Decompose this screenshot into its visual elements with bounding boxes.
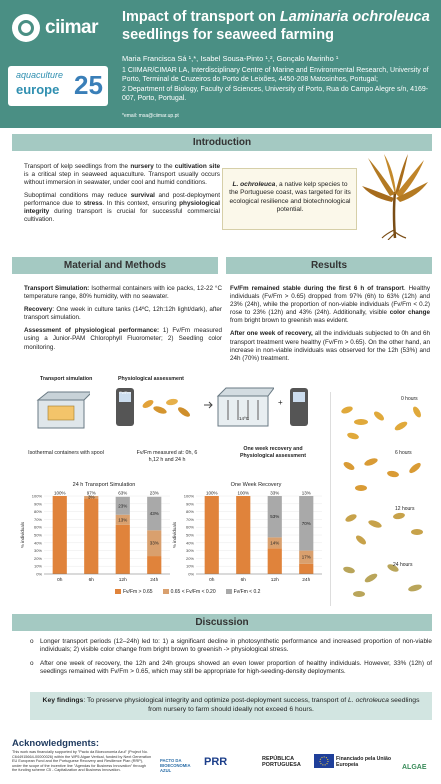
- y-axis-label: % individuals: [20, 521, 25, 549]
- y-tick-label: 100%: [31, 493, 42, 499]
- y-tick-label: 30%: [185, 548, 194, 554]
- chart-one-week-recovery: [170, 488, 330, 588]
- bar-value-label: 17%: [301, 554, 311, 560]
- y-tick-label: 70%: [33, 516, 42, 522]
- sponsor-republica: REPÚBLICA PORTUGUESA: [262, 756, 301, 768]
- results-paragraph-1: Fv/Fm remained stable during the first 6 h of transport. Healthy individuals (Fv/Fm > 0.65) dropped from 97% (6h) to 63% (12h) and 23% (24h), while the proportion of non-viable individuals (Fv/Fm < 0.2) rose to 23% (12h) and 43% (24h). Additionally, visible color change from bright brown to greenish was evident.: [230, 285, 430, 325]
- x-tick-label: 24h: [150, 578, 159, 583]
- contact-email: *email: msa@ciimar.up.pt: [122, 113, 179, 119]
- methods-recovery: Recovery: One week in culture tanks (14ºC, 12h:12h light/dark), after transport simulation.: [24, 306, 222, 322]
- seedlings-icon: [138, 392, 198, 422]
- bar-value-label: 14%: [270, 540, 280, 546]
- bar-value-label: 100%: [205, 490, 218, 496]
- chart2-title: One Week Recovery: [230, 482, 282, 488]
- bar-value-label: 43%: [149, 511, 159, 517]
- results-paragraph-2: After one week of recovery, all the individuals subjected to 0h and 6h transport treatment were healthy (Fv/Fm > 0.65). On the other hand, an increase in non-viable individuals was observed for the 12h (53%) and 24h (70%) treatment.: [230, 330, 430, 362]
- section-discussion: Discussion: [12, 614, 432, 631]
- acknowledgments-text: This work was financially supported by "Pacto da Bioeconomia Azul" (Project No. C644915664-00000026) within the WP5 Algae Vertical, funded by Next Generation EU European Fund and the Portuguese Recovery and Resilience Plan (RRP), under the scope of the incentive line "Agendas for Business Innovation" through the funding scheme C5 - Capitalization and Business Innovation.: [12, 750, 152, 773]
- bar-segment: [84, 498, 98, 574]
- y-tick-label: 10%: [185, 563, 194, 569]
- photo-label-6h: 6 hours: [395, 450, 412, 456]
- bar-value-label: 33%: [149, 540, 159, 546]
- seedling-photos-panel: [330, 392, 436, 606]
- key-findings-box: Key findings: To preserve physiological integrity and optimize post-deployment success, transport of L. ochroleuca seedlings from nursery to farm should ideally not exceed 6 hours.: [30, 692, 432, 720]
- bar-segment: [116, 525, 130, 574]
- seedling-photos: [331, 392, 437, 606]
- chart-legend: [115, 589, 260, 595]
- bar-value-label: 23%: [149, 490, 159, 496]
- section-material-methods: Material and Methods: [12, 257, 218, 274]
- bar-segment: [268, 548, 282, 574]
- fluorometer-label: Fv/Fm: [119, 390, 131, 395]
- schema-measured-caption: Fv/Fm measured at: 0h, 6 h,12 h and 24 h: [136, 450, 198, 463]
- affiliation-1: 1 CIIMAR/CIMAR LA, Interdisciplinary Centre of Marine and Environmental Research, University of Porto, Terminal de Cruzeiros do Porto de Leixões, 4450-208 Matosinhos, Portugal;: [122, 67, 429, 83]
- discussion-list: [30, 638, 432, 682]
- y-tick-label: 90%: [33, 501, 42, 507]
- results-text: [230, 285, 430, 368]
- schema-recovery-caption: One week recovery and Physiological assessment: [240, 446, 306, 459]
- bar-segment: [147, 556, 161, 574]
- chart1-title: 24 h Transport Simulation: [72, 482, 136, 488]
- y-tick-label: 70%: [185, 516, 194, 522]
- experiment-schema: [24, 376, 329, 463]
- ciimar-logo: [12, 14, 98, 42]
- y-tick-label: 30%: [33, 548, 42, 554]
- affiliation-2: 2 Department of Biology, Faculty of Sciences, University of Porto, Rua do Campo Alegre s/n, 4169-007, Porto, Portugal.: [122, 86, 429, 102]
- fluorometer-icon-2: [288, 386, 310, 428]
- poster-title: [122, 8, 434, 44]
- y-axis-label: % individuals: [172, 521, 177, 549]
- tank-temperature: 14ºC: [239, 416, 249, 421]
- y-tick-label: 80%: [185, 509, 194, 515]
- photo-label-24h: 24 hours: [393, 562, 413, 568]
- species-callout-text: L. ochroleuca, a native kelp species to the Portuguese coast, was targeted for its ecological resilience and biotechnological potential.: [229, 181, 351, 214]
- x-tick-label: 24h: [302, 578, 311, 583]
- y-tick-label: 50%: [185, 532, 194, 538]
- y-tick-label: 90%: [185, 501, 194, 507]
- aq-logo-line2: europe: [16, 82, 60, 97]
- authors-block: [122, 54, 434, 104]
- bar-value-label: 97%: [86, 490, 96, 496]
- discussion-item-1: o Longer transport periods (12–24h) led to: 1) a significant decline in photosynthetic performance and increased proportion of non-viable individuals; 2) visible color change from bright brown to greenish -> physiological stress.: [30, 638, 432, 654]
- bar-segment: [236, 496, 250, 574]
- schema-plus: +: [278, 398, 283, 407]
- photo-label-12h: 12 hours: [395, 506, 415, 512]
- sponsor-algae: ALGAE: [402, 764, 427, 771]
- y-tick-label: 50%: [33, 532, 42, 538]
- y-tick-label: 40%: [185, 540, 194, 546]
- arrow-right-icon: [204, 400, 214, 410]
- x-tick-label: 12h: [270, 578, 279, 583]
- y-tick-label: 10%: [33, 563, 42, 569]
- methods-text: [24, 285, 222, 357]
- legend-dead: Fv/Fm < 0.2: [226, 589, 261, 595]
- chart-transport-simulation: [18, 488, 178, 588]
- acknowledgments-title: Acknowledgments:: [12, 738, 100, 749]
- sponsor-pacto: PACTO DA BIOECONOMIA AZUL: [160, 758, 191, 773]
- y-tick-label: 0%: [36, 571, 42, 577]
- sponsor-eu: Financiado pela União Europeia: [336, 756, 392, 768]
- y-tick-label: 60%: [185, 524, 194, 530]
- discussion-item-2: o After one week of recovery, the 12h and 24h groups showed an even lower proportion of healthy individuals. However, 33% (12h) of seedlings remained with Fv/Fm > 0.65, which may still be appropriate for high-seeding-density deployments.: [30, 660, 432, 676]
- intro-text: [24, 163, 220, 229]
- y-tick-label: 0%: [188, 571, 194, 577]
- methods-transport: Transport Simulation: Isothermal containers with ice packs, 12-22 °C temperature range, 80% humidity, with no seawater.: [24, 285, 223, 301]
- kelp-illustration: [360, 152, 430, 240]
- schema-assessment-label: Physiological assessment: [118, 376, 184, 382]
- sponsor-prr: PRR: [204, 756, 228, 768]
- aquaculture-europe-logo: [8, 66, 108, 106]
- aq-logo-number: 25: [74, 70, 103, 100]
- schema-transport-label: Transport simulation: [40, 376, 93, 382]
- section-introduction: Introduction: [12, 134, 432, 151]
- y-tick-label: 100%: [183, 493, 194, 499]
- bar-value-label: 13%: [118, 517, 128, 523]
- x-tick-label: 6h: [88, 578, 94, 583]
- bar-segment: [205, 496, 219, 574]
- x-tick-label: 12h: [118, 578, 127, 583]
- y-tick-label: 80%: [33, 509, 42, 515]
- x-tick-label: 6h: [240, 578, 246, 583]
- bar-value-label: 3%: [87, 494, 95, 500]
- intro-paragraph-2: Suboptimal conditions may reduce survival and post-deployment performance due to stress. In this context, ensuring physiological integrity during transport is crucial for successful commercial cultivation.: [24, 192, 220, 223]
- y-tick-label: 20%: [33, 555, 42, 561]
- y-tick-label: 40%: [33, 540, 42, 546]
- bar-segment: [299, 564, 313, 574]
- title-species: Laminaria ochroleuca: [279, 9, 430, 25]
- y-tick-label: 20%: [185, 555, 194, 561]
- x-tick-label: 0h: [57, 578, 63, 583]
- ciimar-logo-icon: [12, 14, 40, 42]
- recovery-tank-icon: [214, 386, 274, 430]
- ciimar-logo-text: ciimar: [45, 17, 98, 38]
- legend-healthy: Fv/Fm > 0.65: [115, 589, 153, 595]
- bar-value-label: 100%: [237, 490, 250, 496]
- methods-assessment: Assessment of physiological performance: 1) Fv/Fm measured using a Junior-PAM Chlorophyll Fluorometer; 2) Seedling color monitoring.: [24, 327, 222, 351]
- photo-label-0h: 0 hours: [401, 396, 418, 402]
- schema-containers-caption: Isothermal containers with spool: [28, 450, 104, 456]
- y-tick-label: 60%: [33, 524, 42, 530]
- isothermal-box-icon: [34, 388, 90, 432]
- authors: Maria Francisca Sá ¹,*, Isabel Sousa-Pinto ¹,², Gonçalo Marinho ¹: [122, 54, 339, 63]
- legend-mid: 0.65 < Fv/Fm < 0.20: [163, 589, 216, 595]
- intro-paragraph-1: Transport of kelp seedlings from the nursery to the cultivation site is a critical step in seaweed aquaculture. Transport usually occurs without immersion in seawater, under cool and humid conditions.: [24, 163, 221, 186]
- title-part1: Impact of transport on: [122, 9, 280, 25]
- bar-value-label: 70%: [301, 520, 311, 526]
- bar-value-label: 13%: [301, 490, 311, 496]
- title-part2: seedlings for seaweed farming: [122, 27, 334, 43]
- bar-value-label: 53%: [270, 514, 280, 520]
- bar-value-label: 23%: [118, 503, 128, 509]
- section-results: Results: [226, 257, 432, 274]
- bar-value-label: 100%: [53, 490, 66, 496]
- aq-logo-line1: aquaculture: [16, 70, 64, 80]
- bar-value-label: 33%: [270, 490, 280, 496]
- poster-header: [0, 0, 441, 128]
- bar-value-label: 63%: [118, 490, 128, 496]
- x-tick-label: 0h: [209, 578, 215, 583]
- eu-flag-icon: [314, 754, 334, 768]
- bar-segment: [53, 496, 67, 574]
